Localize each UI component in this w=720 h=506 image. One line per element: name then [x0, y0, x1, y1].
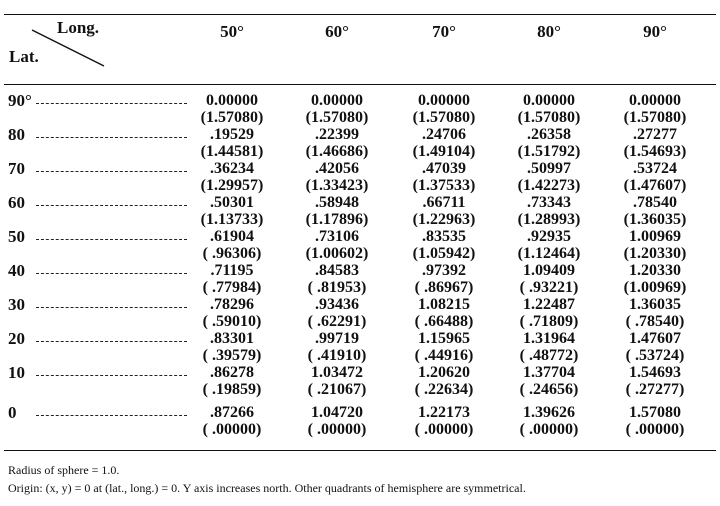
table-cell: 1.31964 ( .48772) [519, 330, 579, 364]
table-cell: 1.57080 ( .00000) [625, 404, 685, 438]
table-row [0, 160, 720, 197]
table-row [0, 364, 720, 401]
table-cell: 1.09409 ( .93221) [519, 262, 579, 296]
table-cell: 1.04720 ( .00000) [307, 404, 367, 438]
table-row [0, 126, 720, 163]
table-cell: .93436 ( .62291) [307, 296, 367, 330]
table-row [0, 262, 720, 299]
table-cell: .78540 (1.36035) [623, 194, 687, 228]
table-cell: .27277 (1.54693) [623, 126, 687, 160]
latitude-label: 40 [8, 261, 25, 280]
table-cell: 1.37704 ( .24656) [519, 364, 579, 398]
table-cell: .83535 (1.05942) [412, 228, 476, 262]
dotted-leader [36, 239, 187, 240]
latitude-label: 90° [8, 91, 32, 110]
corner-long-label: Long. [57, 18, 100, 37]
column-header: 70° [432, 22, 456, 41]
table-bottom-rule [4, 450, 716, 451]
column-header: 80° [537, 22, 561, 41]
footnote-radius: Radius of sphere = 1.0. [8, 463, 120, 477]
column-header: 90° [643, 22, 667, 41]
table-row [0, 228, 720, 265]
latitude-label: 80 [8, 125, 25, 144]
dotted-leader [36, 171, 187, 172]
table-row [0, 194, 720, 231]
latitude-label: 20 [8, 329, 25, 348]
dotted-leader [36, 307, 187, 308]
table-header-rule [4, 84, 716, 85]
column-header: 60° [325, 22, 349, 41]
dotted-leader [36, 273, 187, 274]
table-row [0, 92, 720, 129]
table-cell: .42056 (1.33423) [305, 160, 369, 194]
corner-diagonal-line [0, 0, 120, 80]
table-cell: 1.22487 ( .71809) [519, 296, 579, 330]
table-cell: .92935 (1.12464) [517, 228, 581, 262]
table-cell: .78296 ( .59010) [202, 296, 262, 330]
latitude-label: 30 [8, 295, 25, 314]
table-cell: .53724 (1.47607) [623, 160, 687, 194]
table-cell: 0.00000 (1.57080) [412, 92, 476, 126]
table-cell: 0.00000 (1.57080) [623, 92, 687, 126]
table-cell: .22399 (1.46686) [305, 126, 369, 160]
table-row [0, 330, 720, 367]
column-header: 50° [220, 22, 244, 41]
table-cell: .58948 (1.17896) [305, 194, 369, 228]
table-cell: 1.08215 ( .66488) [414, 296, 474, 330]
dotted-leader [36, 103, 187, 104]
table-cell: 1.36035 ( .78540) [625, 296, 685, 330]
table-cell: .66711 (1.22963) [412, 194, 476, 228]
table-cell: .50301 (1.13733) [200, 194, 264, 228]
latitude-label: 50 [8, 227, 25, 246]
table-cell: 1.47607 ( .53724) [625, 330, 685, 364]
latitude-label: 0 [8, 403, 17, 422]
table-cell: .50997 (1.42273) [517, 160, 581, 194]
latitude-label: 60 [8, 193, 25, 212]
table-cell: 1.15965 ( .44916) [414, 330, 474, 364]
table-cell: 1.54693 ( .27277) [625, 364, 685, 398]
table-cell: .87266 ( .00000) [202, 404, 262, 438]
table-cell: .83301 ( .39579) [202, 330, 262, 364]
table-cell: .84583 ( .81953) [307, 262, 367, 296]
dotted-leader [36, 341, 187, 342]
table-cell: .61904 ( .96306) [202, 228, 262, 262]
table-row [0, 404, 720, 441]
table-cell: 1.03472 ( .21067) [307, 364, 367, 398]
table-cell: .73343 (1.28993) [517, 194, 581, 228]
table-cell: .99719 ( .41910) [307, 330, 367, 364]
table-cell: 0.00000 (1.57080) [517, 92, 581, 126]
table-cell: .19529 (1.44581) [200, 126, 264, 160]
table-cell: .97392 ( .86967) [414, 262, 474, 296]
table-cell: 0.00000 (1.57080) [200, 92, 264, 126]
table-cell: 1.20330 (1.00969) [623, 262, 687, 296]
table-cell: .86278 ( .19859) [202, 364, 262, 398]
table-cell: 1.22173 ( .00000) [414, 404, 474, 438]
dotted-leader [36, 137, 187, 138]
latitude-label: 10 [8, 363, 25, 382]
table-cell: .36234 (1.29957) [200, 160, 264, 194]
table-cell: .24706 (1.49104) [412, 126, 476, 160]
table-cell: .47039 (1.37533) [412, 160, 476, 194]
table-cell: 1.00969 (1.20330) [623, 228, 687, 262]
dotted-leader [36, 415, 187, 416]
corner-lat-label: Lat. [9, 47, 39, 66]
table-cell: .73106 (1.00602) [305, 228, 369, 262]
table-cell: 0.00000 (1.57080) [305, 92, 369, 126]
latitude-label: 70 [8, 159, 25, 178]
table-cell: .71195 ( .77984) [202, 262, 262, 296]
table-row [0, 296, 720, 333]
table-cell: 1.39626 ( .00000) [519, 404, 579, 438]
table-cell: .26358 (1.51792) [517, 126, 581, 160]
footnote-origin: Origin: (x, y) = 0 at (lat., long.) = 0. Y axis increases north. Other quadrants of hemisphere are symmetrical. [8, 481, 526, 495]
dotted-leader [36, 205, 187, 206]
dotted-leader [36, 375, 187, 376]
table-cell: 1.20620 ( .22634) [414, 364, 474, 398]
